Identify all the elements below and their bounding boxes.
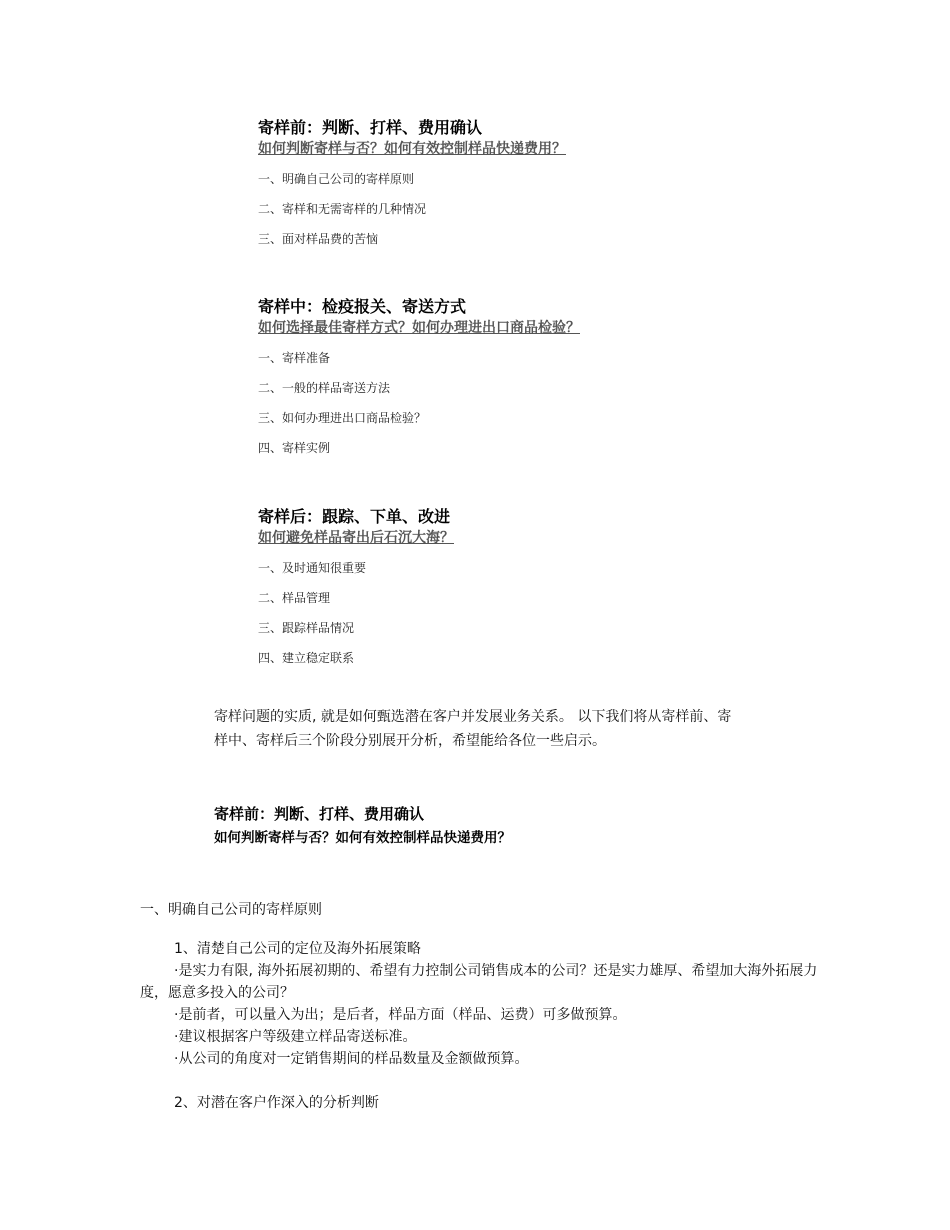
toc-title: 寄样前：判断、打样、费用确认 bbox=[258, 118, 483, 137]
bullet-paragraph: ·是实力有限, 海外拓展初期的、希望有力控制公司销售成本的公司？还是实力雄厚、希望加大海外拓展力度，愿意多投入的公司？ bbox=[140, 963, 818, 1001]
bullet-paragraph: ·从公司的角度对一定销售期间的样品数量及金额做预算。 bbox=[174, 1051, 529, 1067]
toc-item: 四、寄样实例 bbox=[258, 441, 331, 455]
toc-item: 二、寄样和无需寄样的几种情况 bbox=[258, 202, 427, 216]
bullet-paragraph: ·建议根据客户等级建立样品寄送标准。 bbox=[174, 1029, 417, 1045]
toc-section-after bbox=[258, 506, 778, 673]
toc-item: 三、面对样品费的苦恼 bbox=[258, 232, 379, 246]
toc-subtitle-link[interactable]: 如何避免样品寄出后石沉大海？ bbox=[258, 530, 454, 546]
toc-item: 二、样品管理 bbox=[258, 591, 331, 605]
toc-section-before bbox=[258, 117, 778, 254]
section-summary bbox=[214, 802, 774, 850]
toc-item: 一、明确自己公司的寄样原则 bbox=[258, 172, 415, 186]
toc-item: 四、建立稳定联系 bbox=[258, 651, 355, 665]
toc-item-list bbox=[258, 164, 778, 254]
toc-item-list bbox=[258, 553, 778, 673]
summary-subtitle: 如何判断寄样与否？如何有效控制样品快递费用？ bbox=[214, 830, 511, 846]
toc-item: 二、一般的样品寄送方法 bbox=[258, 381, 391, 395]
intro-paragraph bbox=[214, 705, 739, 753]
bullet-paragraph: ·是前者，可以量入为出；是后者，样品方面（样品、运费）可多做预算。 bbox=[174, 1007, 627, 1023]
sub-heading: 1、清楚自己公司的定位及海外拓展策略 bbox=[174, 941, 421, 957]
toc-title: 寄样后：跟踪、下单、改进 bbox=[258, 507, 451, 526]
toc-item-list bbox=[258, 343, 778, 463]
toc-item: 三、如何办理进出口商品检验？ bbox=[258, 411, 427, 425]
toc-title: 寄样中：检疫报关、寄送方式 bbox=[258, 297, 467, 316]
body-section bbox=[140, 898, 820, 1114]
intro-text: 寄样问题的实质, 就是如何甄选潜在客户并发展业务关系。 以下我们将从寄样前、寄样中、寄样后三个阶段分别展开分析，希望能给各位一些启示。 bbox=[214, 709, 732, 749]
toc-subtitle-link[interactable]: 如何判断寄样与否？如何有效控制样品快递费用？ bbox=[258, 141, 566, 157]
toc-item: 一、寄样准备 bbox=[258, 351, 331, 365]
toc-subtitle-link[interactable]: 如何选择最佳寄样方式？如何办理进出口商品检验？ bbox=[258, 320, 580, 336]
toc-item: 一、及时通知很重要 bbox=[258, 561, 367, 575]
summary-title: 寄样前：判断、打样、费用确认 bbox=[214, 805, 425, 823]
toc-section-during bbox=[258, 296, 778, 463]
sub-heading: 2、对潜在客户作深入的分析判断 bbox=[174, 1095, 379, 1111]
section-heading: 一、明确自己公司的寄样原则 bbox=[140, 902, 322, 918]
toc-item: 三、跟踪样品情况 bbox=[258, 621, 355, 635]
